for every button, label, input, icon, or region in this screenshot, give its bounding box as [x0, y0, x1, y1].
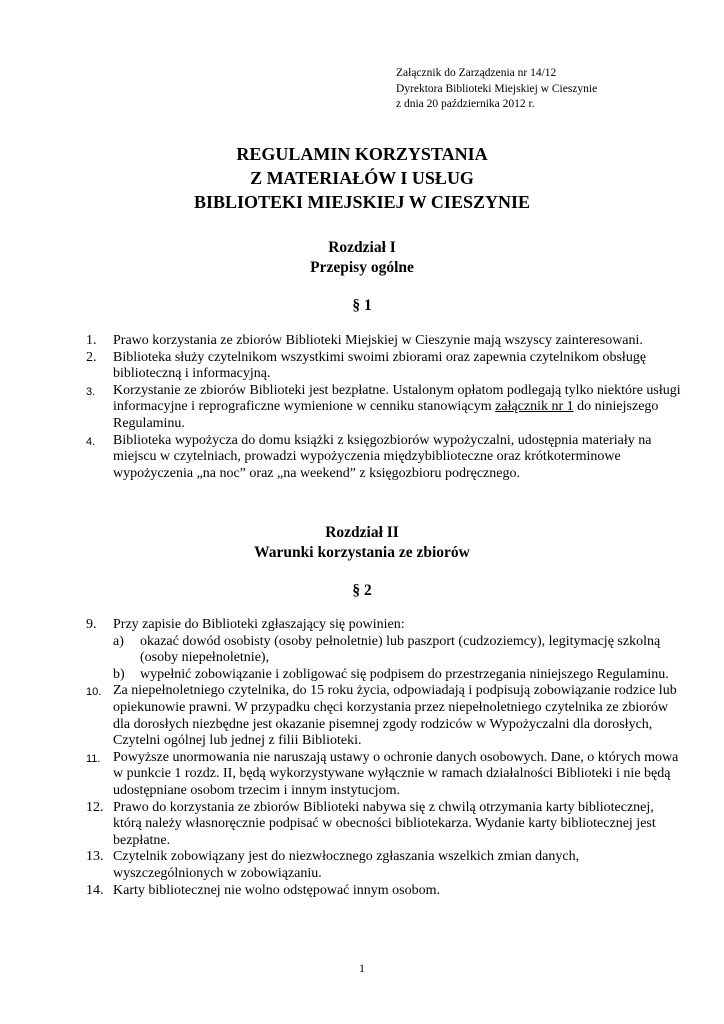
sub-item-text: wypełnić zobowiązanie i zobligować się podpisem do przestrzegania niniejszego Regulaminu.: [140, 666, 669, 682]
item-text: [113, 383, 681, 431]
list-item: [86, 617, 686, 634]
attachment-note: [396, 66, 597, 113]
list-item: [86, 750, 686, 800]
item-number: 3.: [86, 385, 96, 398]
chapter-2-list: [86, 617, 686, 899]
document-title: [0, 142, 724, 214]
chapter-2-number: Rozdział II: [325, 524, 399, 541]
list-item: [86, 849, 686, 882]
attachment-line-1: Załącznik do Zarządzenia nr 14/12: [396, 67, 557, 79]
list-item: [86, 683, 686, 749]
item-number: 4.: [86, 435, 96, 448]
item-text: Biblioteka służy czytelnikom wszystkimi swoimi zbiorami oraz zapewnia czytelnikom obsługę biblioteczną i informacyjną.: [113, 349, 647, 382]
item-text: Prawo korzystania ze zbiorów Biblioteki Miejskiej w Cieszynie mają wszyscy zainteresowani.: [113, 333, 643, 348]
sub-item: [86, 667, 686, 684]
title-line-1: REGULAMIN KORZYSTANIA: [236, 144, 488, 164]
chapter-1-number: Rozdział I: [328, 239, 396, 256]
item-text: Czytelnik zobowiązany jest do niezwłocznego zgłaszania wszelkich zmian danych, wyszczególnionych w zobowiązaniu.: [113, 849, 580, 881]
item-number: 13.: [86, 849, 104, 865]
sub-item: [86, 634, 686, 667]
list-item: [86, 883, 686, 900]
item-number: 14.: [86, 882, 104, 898]
item-text: Biblioteka wypożycza do domu książki z księgozbiorów wypożyczalni, udostępnia materiały na miejscu w czytelniach, prowadzi wypożyczenia międzybiblioteczne oraz krótkoterminowe wypożyczenia „na noc” oraz „na weekend” z księgozbioru podręcznego.: [113, 432, 652, 481]
list-item: [86, 333, 686, 350]
list-item: [86, 800, 686, 850]
attachment-link[interactable]: załącznik nr 1: [495, 399, 574, 415]
item-number: 10.: [86, 686, 102, 699]
list-item: [86, 433, 686, 483]
title-line-2: Z MATERIAŁÓW I USŁUG: [250, 168, 474, 188]
item-text-after: do niniejszego Regulaminu.: [113, 399, 659, 431]
item-number: 1.: [86, 333, 97, 348]
title-line-3: BIBLIOTEKI MIEJSKIEJ W CIESZYNIE: [194, 192, 530, 212]
section-2-sign: § 2: [352, 582, 372, 599]
item-number: 11.: [86, 752, 101, 765]
item-text: Za niepełnoletniego czytelnika, do 15 roku życia, odpowiadają i podpisują zobowiązanie rodzice lub opiekunowie prawni. W przypadku chęci korzystania przez niepełnoletniego czytelnika ze zbiorów dla dorosłych niezbędne jest okazanie pisemnej zgody rodziców w Wypożyczalni dla dorosłych, Czytelni ogólnej lub jednej z filii Biblioteki.: [113, 683, 677, 749]
sub-item-letter: a): [113, 633, 124, 649]
sub-item-text: okazać dowód osobisty (osoby pełnoletnie) lub paszport (cudzoziemcy), legitymację szkolną (osoby niepełnoletnie),: [140, 633, 661, 666]
item-number: 2.: [86, 349, 97, 365]
chapter-2-subtitle: Warunki korzystania ze zbiorów: [254, 544, 470, 561]
list-item: [86, 383, 686, 433]
item-text-before: Korzystanie ze zbiorów Biblioteki jest bezpłatne. Ustalonym opłatom podlegają tylko niektóre usługi informacyjne i reprograficzne wymienione w cenniku stanowiącym: [113, 382, 681, 415]
page-number: 1: [359, 961, 365, 975]
item-number: 12.: [86, 799, 104, 815]
item-text: Powyższe unormowania nie naruszają ustawy o ochronie danych osobowych. Dane, o których mowa w punkcie 1 rozdz. II, będą wykorzystywane wyłącznie w ramach działalności Biblioteki i nie będą udostępniane osobom trzecim i innym instytucjom.: [113, 749, 679, 798]
item-number: 9.: [86, 617, 97, 632]
chapter-1-list: [86, 333, 686, 482]
sub-item-letter: b): [113, 666, 125, 682]
item-text: Karty bibliotecznej nie wolno odstępować innym osobom.: [113, 882, 440, 898]
attachment-line-3: z dnia 20 października 2012 r.: [396, 98, 535, 110]
attachment-line-2: Dyrektora Biblioteki Miejskiej w Cieszynie: [396, 82, 598, 95]
chapter-1-subtitle: Przepisy ogólne: [310, 259, 414, 276]
item-text: Prawo do korzystania ze zbiorów Biblioteki nabywa się z chwilą otrzymania karty bibliotecznej, którą należy własnoręcznie podpisać w obecności bibliotekarza. Wydanie karty bibliotecznej jest bezpłatne.: [113, 799, 656, 848]
section-1-sign: § 1: [352, 297, 372, 314]
list-item: [86, 350, 686, 383]
chapter-1-heading: [0, 238, 724, 278]
chapter-2-heading: [0, 523, 724, 563]
item-text: Przy zapisie do Biblioteki zgłaszający się powinien:: [113, 617, 405, 632]
